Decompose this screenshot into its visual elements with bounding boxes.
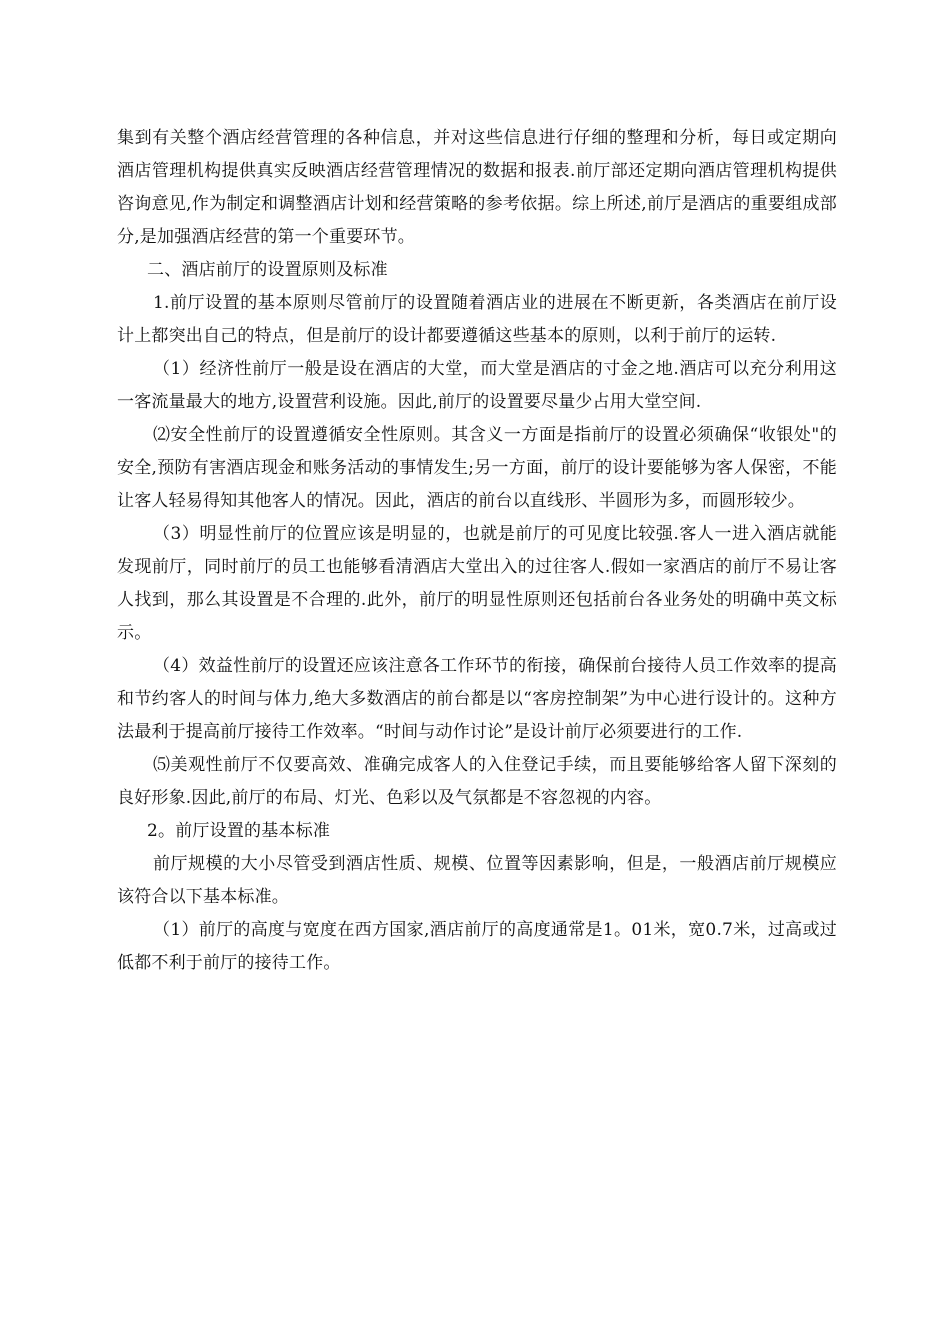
document-page [117,122,837,980]
paragraph-scale: 前厅规模的大小尽管受到酒店性质、规模、位置等因素影响，但是，一般酒店前厅规模应该符合以下基本标准。 [117,854,837,907]
section-heading-standards: 2。前厅设置的基本标准 [147,821,331,841]
paragraph-visibility: （3）明显性前厅的位置应该是明显的，也就是前厅的可见度比较强.客人一进入酒店就能发现前厅，同时前厅的员工也能够看清酒店大堂出入的过往客人.假如一家酒店的前厅不易让客人找到，那么其设置是不合理的.此外，前厅的明显性原则还包括前台各业务处的明确中英文标示。 [117,524,837,643]
paragraph-basic-principles: 1.前厅设置的基本原则尽管前厅的设置随着酒店业的进展在不断更新，各类酒店在前厅设计上都突出自己的特点，但是前厅的设计都要遵循这些基本的原则，以利于前厅的运转. [117,293,837,346]
paragraph-height-width: （1）前厅的高度与宽度在西方国家,酒店前厅的高度通常是1。01米，宽0.7米，过高或过低都不利于前厅的接待工作。 [117,920,837,973]
paragraph-aesthetics: ⑸美观性前厅不仅要高效、准确完成客人的入住登记手续，而且要能够给客人留下深刻的良好形象.因此,前厅的布局、灯光、色彩以及气氛都是不容忽视的内容。 [117,755,837,808]
paragraph-economy: （1）经济性前厅一般是设在酒店的大堂，而大堂是酒店的寸金之地.酒店可以充分利用这一客流量最大的地方,设置营利设施。因此,前厅的设置要尽量少占用大堂空间. [117,359,837,412]
paragraph-efficiency: （4）效益性前厅的设置还应该注意各工作环节的衔接，确保前台接待人员工作效率的提高和节约客人的时间与体力,绝大多数酒店的前台都是以“客房控制架”为中心进行设计的。这种方法最利于提高前厅接待工作效率。“时间与动作讨论”是设计前厅必须要进行的工作. [117,656,837,742]
paragraph-safety: ⑵安全性前厅的设置遵循安全性原则。其含义一方面是指前厅的设置必须确保“收银处"的安全,预防有害酒店现金和账务活动的事情发生;另一方面，前厅的设计要能够为客人保密，不能让客人轻易得知其他客人的情况。因此，酒店的前台以直线形、半圆形为多，而圆形较少。 [117,425,837,511]
section-heading-principles: 二、酒店前厅的设置原则及标准 [147,260,388,280]
paragraph-continuation: 集到有关整个酒店经营管理的各种信息，并对这些信息进行仔细的整理和分析，每日或定期向酒店管理机构提供真实反映酒店经营管理情况的数据和报表.前厅部还定期向酒店管理机构提供咨询意见,作为制定和调整酒店计划和经营策略的参考依据。综上所述,前厅是酒店的重要组成部分,是加强酒店经营的第一个重要环节。 [117,128,837,247]
